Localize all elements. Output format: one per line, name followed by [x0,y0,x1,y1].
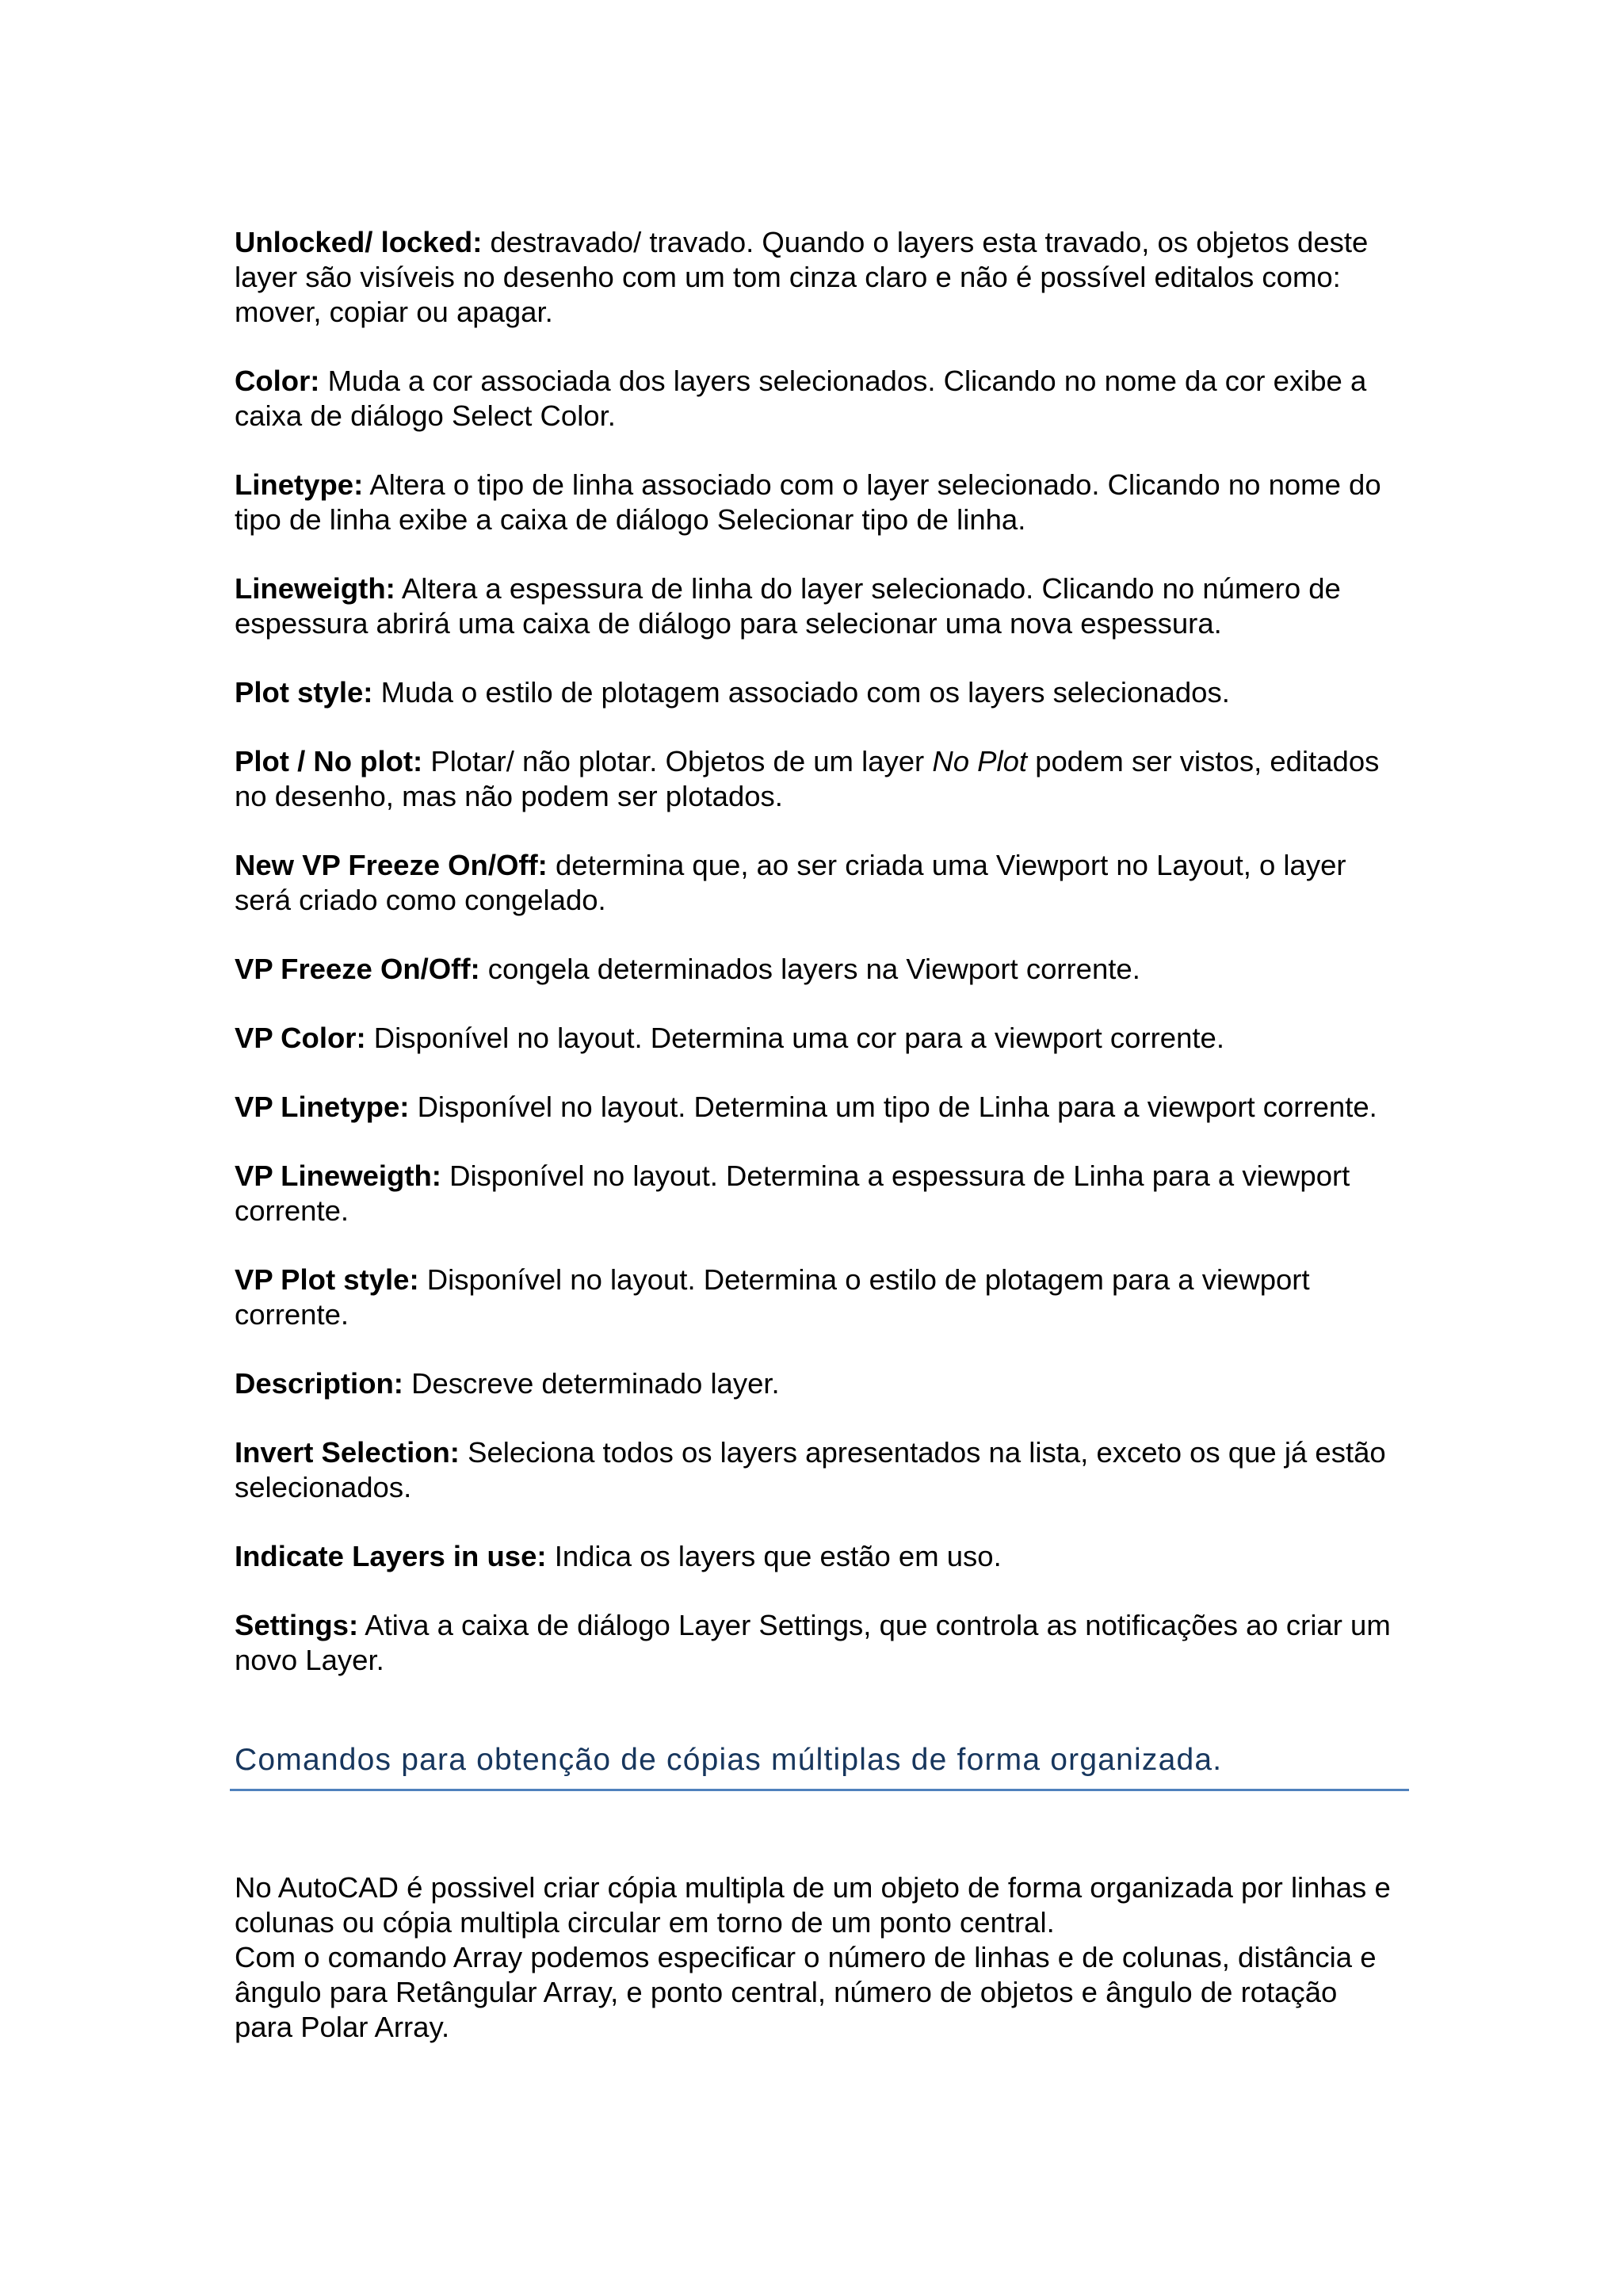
definition-text: Plotar/ não plotar. Objetos de um layer [422,745,933,777]
section-heading-rule [230,1741,1409,1791]
definition-term: Linetype: [235,468,364,501]
definition-plot-style [235,675,1400,710]
page-content [235,225,1400,2045]
definition-new-vp-freeze [235,848,1400,918]
definition-text: podem ser vistos, editados no desenho, mas não podem ser plotados. [235,745,1380,812]
definition-description [235,1366,1400,1401]
definition-term: VP Freeze On/Off: [235,953,480,985]
definition-term: VP Lineweigth: [235,1159,441,1192]
definition-term: Invert Selection: [235,1436,460,1469]
definition-vp-linetype [235,1090,1400,1125]
definition-invert-selection [235,1435,1400,1505]
definition-term: VP Plot style: [235,1263,419,1296]
definition-unlocked-locked [235,225,1400,330]
definition-linetype [235,468,1400,537]
definition-vp-lineweigth [235,1159,1400,1228]
definition-term: Settings: [235,1609,359,1641]
definition-term: VP Linetype: [235,1091,410,1123]
definition-term: Unlocked/ locked: [235,226,483,258]
definition-vp-plot-style [235,1263,1400,1332]
definition-text: Indica os layers que estão em uso. [546,1540,1002,1572]
definition-text: Altera o tipo de linha associado com o layer selecionado. Clicando no nome do tipo de linha exibe a caixa de diálogo Selecionar tipo de linha. [235,468,1381,536]
definition-text: congela determinados layers na Viewport corrente. [479,953,1140,985]
definition-italic-text: No Plot [932,745,1028,777]
definition-term: VP Color: [235,1022,366,1054]
definition-text: Disponível no layout. Determina o estilo de plotagem para a viewport corrente. [235,1263,1310,1331]
definition-text: Altera a espessura de linha do layer selecionado. Clicando no número de espessura abrirá uma caixa de diálogo para selecionar uma nova espessura. [235,572,1341,640]
definition-text: Muda o estilo de plotagem associado com os layers selecionados. [372,676,1230,709]
section-heading: Comandos para obtenção de cópias múltiplas de forma organizada. [235,1743,1223,1777]
definition-vp-color [235,1021,1400,1056]
definition-term: Plot style: [235,676,373,709]
definition-term: Lineweigth: [235,572,395,605]
definition-indicate-layers [235,1539,1400,1574]
definition-text: destravado/ travado. Quando o layers esta travado, os objetos deste layer são visíveis no desenho com um tom cinza claro e não é possível editalos como: mover, copiar ou apagar. [235,226,1369,328]
definition-text: Disponível no layout. Determina um tipo de Linha para a viewport corrente. [409,1091,1377,1123]
definition-term: Plot / No plot: [235,745,423,777]
definition-term: New VP Freeze On/Off: [235,849,548,881]
definition-settings [235,1608,1400,1678]
section-paragraph: No AutoCAD é possivel criar cópia multipla de um objeto de forma organizada por linhas e colunas ou cópia multipla circular em torno de um ponto central. [235,1871,1391,1939]
definition-text: Ativa a caixa de diálogo Layer Settings, que controla as notificações ao criar um novo Layer. [235,1609,1391,1676]
definition-lineweigth [235,571,1400,641]
definition-vp-freeze [235,952,1400,987]
definition-text: determina que, ao ser criada uma Viewport no Layout, o layer será criado como congelado. [235,849,1346,916]
definition-text: Muda a cor associada dos layers selecionados. Clicando no nome da cor exibe a caixa de diálogo Select Color. [235,365,1367,432]
section-paragraph: Com o comando Array podemos especificar o número de linhas e de colunas, distância e ângulo para Retângular Array, e ponto central, número de objetos e ângulo de rotação para Polar Array. [235,1941,1377,2043]
definition-text: Disponível no layout. Determina a espessura de Linha para a viewport corrente. [235,1159,1350,1227]
definition-color [235,364,1400,434]
definition-text: Disponível no layout. Determina uma cor para a viewport corrente. [365,1022,1224,1054]
definition-plot-no-plot [235,744,1400,814]
definition-text: Descreve determinado layer. [403,1367,780,1400]
definition-term: Color: [235,365,320,397]
definition-term: Description: [235,1367,403,1400]
definition-text: Seleciona todos os layers apresentados na lista, exceto os que já estão selecionados. [235,1436,1386,1503]
definition-term: Indicate Layers in use: [235,1540,547,1572]
